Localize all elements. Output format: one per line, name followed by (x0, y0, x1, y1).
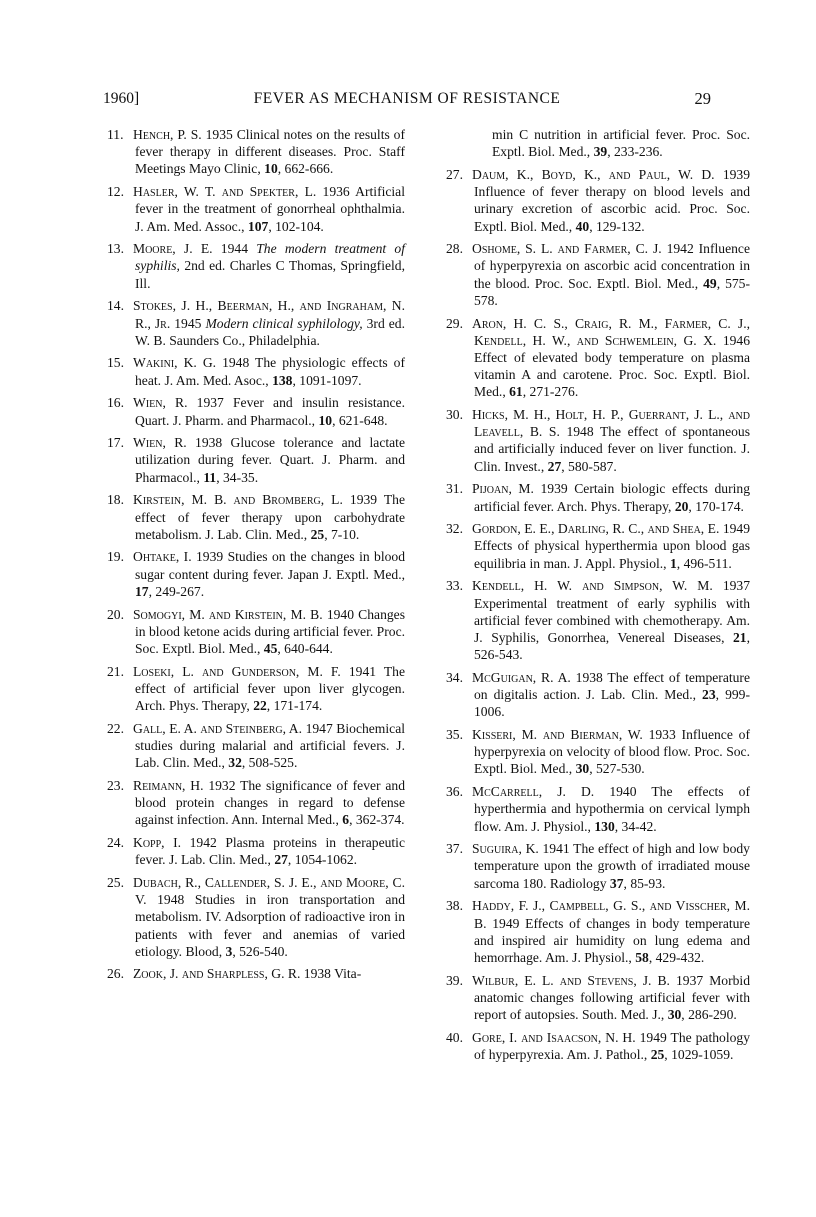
ref-publisher: 2nd ed. Charles C Thomas, Springfield, Ill. (135, 258, 405, 291)
ref-pages: , 171-174. (266, 698, 323, 714)
ref-authors: Wien, R. (133, 395, 188, 411)
ref-book-title: The modern treatment of syphilis, (135, 241, 405, 274)
ref-pages: , 7-10. (324, 526, 360, 542)
ref-number: 20. (107, 606, 124, 622)
ref-authors: Kendell, H. W. and Simpson, W. M. (472, 578, 713, 594)
ref-number: 13. (107, 241, 124, 257)
ref-pages: , 271-276. (522, 384, 579, 400)
ref-pages: , 621-648. (332, 412, 388, 428)
ref-text: 1939 Influence of fever therapy on blood levels and urinary excretion of ascorbic acid. Proc. Soc. Exptl. Biol. Med., (474, 166, 751, 234)
ref-authors: Wilbur, E. L. and Stevens, J. B. (472, 972, 670, 988)
running-header (103, 88, 711, 110)
ref-text: 1946 Effect of elevated body temperature on plasma vitamin A and carotene. Proc. Soc. Exptl. Biol. Med., (474, 332, 750, 400)
ref-volume: 25 (650, 1046, 665, 1062)
ref-authors: Gall, E. A. and Steinberg, A. (133, 720, 303, 736)
ref-volume: 107 (247, 218, 269, 234)
ref-number: 23. (107, 777, 124, 793)
ref-number: 24. (107, 835, 124, 851)
reference-entry (107, 874, 405, 960)
ref-number: 15. (107, 355, 124, 371)
ref-pages: , 233-236. (607, 144, 663, 160)
reference-entry (446, 1029, 750, 1063)
ref-pages: , 508-525. (241, 755, 298, 771)
ref-text: 1939 Certain biologic effects during artificial fever. Arch. Phys. Therapy, (474, 481, 750, 514)
ref-authors: Zook, J. and Sharpless, G. R. (133, 966, 301, 982)
ref-authors: Ohtake, I. (133, 549, 192, 565)
reference-entry (107, 663, 405, 715)
ref-authors: McCarrell, J. D. (472, 784, 595, 800)
ref-authors: Loseki, L. and Gunderson, M. F. (133, 663, 341, 679)
ref-number: 12. (107, 184, 124, 200)
ref-number: 19. (107, 549, 124, 565)
ref-volume: 32 (228, 755, 242, 771)
left-column (107, 126, 405, 988)
ref-text: 1948 Studies in iron transportation and metabolism. IV. Adsorption of radioactive iron in patients with fever and anemias of varied etiology. Blood, (135, 892, 405, 959)
ref-authors: Aron, H. C. S., Craig, R. M., Farmer, C. J., Kendell, H. W., and Schwemlein, G. X. (472, 315, 750, 348)
reference-entry (107, 548, 405, 600)
reference-entry (107, 183, 405, 235)
ref-volume: 10 (318, 412, 333, 428)
reference-entry (107, 394, 405, 428)
reference-entry (107, 240, 405, 292)
ref-text: 1940 The effects of hyperthermia and hypothermia on cervical lymph flow. Am. J. Physiol., (474, 784, 751, 834)
reference-entry (446, 669, 750, 721)
ref-number: 37. (446, 841, 463, 857)
ref-pages: , 34-35. (216, 469, 259, 485)
ref-volume: 61 (509, 384, 523, 400)
reference-entry (107, 777, 405, 829)
ref-volume: 6 (342, 812, 350, 828)
reference-entry (446, 726, 750, 778)
ref-authors: Oshome, S. L. and Farmer, C. J. (472, 241, 662, 257)
ref-volume: 23 (702, 687, 716, 703)
ref-number: 31. (446, 481, 463, 497)
ref-volume: 37 (609, 875, 624, 891)
ref-number: 30. (446, 407, 463, 423)
ref-number: 21. (107, 663, 124, 679)
ref-pages: , 662-666. (277, 161, 334, 177)
ref-volume: 138 (272, 372, 293, 388)
ref-authors: Kisseri, M. and Bierman, W. (472, 727, 643, 742)
ref-number: 32. (446, 521, 463, 537)
ref-pages: , 1091-1097. (292, 372, 362, 388)
ref-number: 18. (107, 492, 124, 508)
ref-pages: , 129-132. (589, 218, 645, 234)
ref-volume: 30 (575, 761, 590, 777)
ref-text: 1936 Artificial fever in the treatment of gonorrheal ophthalmia. J. Am. Med. Assoc., (135, 184, 405, 234)
ref-number: 33. (446, 578, 463, 594)
reference-entry (446, 166, 750, 235)
reference-entry (446, 480, 750, 514)
ref-text: 1948 The effect of spontaneous and artificially induced fever on liver function. J. Clin. Invest., (474, 424, 751, 474)
ref-text: 1932 The significance of fever and blood protein changes in regard to defense against infection. Ann. Internal Med., (135, 777, 406, 828)
ref-volume: 27 (274, 852, 288, 868)
ref-number: 14. (107, 298, 124, 314)
ref-number: 39. (446, 972, 463, 988)
ref-number: 26. (107, 966, 124, 982)
reference-entry (107, 720, 405, 772)
ref-pages: , 527-530. (589, 761, 645, 777)
ref-pages: , 286-290. (681, 1007, 737, 1023)
ref-volume: 45 (263, 640, 278, 656)
ref-text: 1949 Effects of physical hyperthermia upon blood gas equilibria in man. J. Appl. Physiol., (474, 521, 750, 571)
ref-volume: 39 (593, 144, 608, 160)
ref-number: 38. (446, 898, 463, 914)
ref-pages: , 580-587. (561, 458, 617, 474)
ref-authors: Gore, I. and Isaacson, N. H. (472, 1029, 636, 1045)
ref-volume: 130 (594, 818, 615, 834)
ref-authors: McGuigan, R. A. (472, 669, 571, 685)
ref-text: 1933 Influence of hyperpyrexia on velocity of blood flow. Proc. Soc. Exptl. Biol. Med., (474, 727, 750, 777)
ref-authors: Stokes, J. H., Beerman, H., and Ingraham, N. R., Jr. (133, 298, 405, 331)
ref-authors: Pijoan, M. (472, 481, 534, 497)
reference-entry (107, 434, 405, 486)
ref-volume: 10 (264, 161, 278, 177)
ref-number: 16. (107, 395, 124, 411)
ref-volume: 25 (310, 526, 325, 542)
reference-entry (446, 783, 750, 835)
ref-volume: 30 (667, 1007, 682, 1023)
ref-volume: 21 (733, 629, 747, 645)
ref-pages: , 102-104. (268, 218, 324, 234)
reference-entry (107, 354, 405, 388)
reference-entry (107, 834, 405, 868)
ref-text: 1938 Glucose tolerance and lactate utilization during fever. Quart. J. Pharm. and Pharmacol., (135, 435, 405, 485)
ref-authors: Somogyi, M. and Kirstein, M. B. (133, 606, 323, 622)
ref-authors: Moore, J. E. (133, 241, 213, 257)
ref-authors: Kirstein, M. B. and Bromberg, L. (133, 492, 343, 508)
ref-text: 1938 The effect of temperature on digitalis action. J. Lab. Clin. Med., (474, 669, 750, 703)
ref-volume: 27 (547, 458, 562, 474)
ref-volume: 40 (575, 218, 590, 234)
ref-pages: , 640-644. (277, 640, 333, 656)
ref-authors: Wien, R. (133, 435, 187, 451)
ref-text: 1938 Vita- (303, 966, 362, 982)
ref-text: 1942 Plasma proteins in therapeutic fever. J. Lab. Clin. Med., (135, 835, 405, 868)
ref-text: 1941 The effect of artificial fever upon liver glycogen. Arch. Phys. Therapy, (135, 663, 405, 714)
ref-pages: , 575-578. (474, 275, 750, 308)
ref-text: 1939 Studies on the changes in blood sugar content during fever. Japan J. Exptl. Med., (135, 549, 406, 582)
header-year: 1960] (103, 90, 140, 107)
ref-text: 1948 The physiologic effects of heat. J. Am. Med. Asoc., (135, 355, 405, 388)
ref-pages: , 1029-1059. (664, 1046, 734, 1062)
reference-entry (446, 897, 750, 966)
ref-number: 22. (107, 720, 124, 736)
ref-text: 1944 (220, 241, 248, 257)
right-column (446, 126, 750, 1069)
reference-entry (446, 577, 750, 663)
ref-pages: , 496-511. (676, 555, 732, 571)
ref-number: 17. (107, 435, 124, 451)
reference-entry (446, 406, 750, 475)
ref-authors: Suguira, K. (472, 841, 539, 857)
ref-text: 1942 Influence of hyperpyrexia on ascorbic acid concentration in the blood. Proc. Soc. Exptl. Biol. Med., (474, 241, 750, 291)
ref-number: 25. (107, 874, 124, 890)
reference-entry (107, 491, 405, 543)
ref-volume: 49 (703, 275, 717, 291)
reference-entry (446, 840, 750, 892)
ref-number: 11. (107, 127, 124, 142)
ref-number: 28. (446, 241, 463, 257)
ref-number: 36. (446, 784, 463, 800)
ref-pages: , 362-374. (349, 812, 405, 828)
ref-text: 1947 Biochemical studies during malarial and artificial fevers. J. Lab. Clin. Med., (135, 720, 405, 771)
reference-entry (446, 520, 750, 572)
ref-text: 1949 The pathology of hyperpyrexia. Am. J. Pathol., (474, 1029, 750, 1062)
ref-pages: , 85-93. (623, 875, 666, 891)
ref-text: 1941 The effect of high and low body temperature upon the growth of irradiated mouse sarcoma 180. Radiology (474, 841, 750, 891)
ref-number: 29. (446, 315, 463, 331)
ref-pages: , 1054-1062. (287, 852, 358, 868)
ref-pages: , 999-1006. (474, 687, 750, 720)
ref-volume: 3 (225, 943, 233, 959)
ref-authors: Hasler, W. T. and Spekter, L. (133, 184, 317, 200)
ref-volume: 17 (135, 583, 149, 599)
ref-text: 1939 The effect of fever therapy upon carbohydrate metabolism. J. Lab. Clin. Med., (135, 492, 405, 542)
ref-volume: 20 (674, 498, 689, 514)
ref-authors: Hench, P. S. (133, 127, 202, 142)
ref-text: 1940 Changes in blood ketone acids during artificial fever. Proc. Soc. Exptl. Biol. Med., (135, 606, 405, 656)
ref-authors: Dubach, R., Callender, S. J. E., and Moore, C. V. (133, 874, 405, 908)
ref-pages: , 34-42. (614, 818, 657, 834)
ref-volume: 22 (253, 698, 267, 714)
reference-entry (446, 972, 750, 1024)
ref-text: 1945 (174, 315, 202, 331)
reference-entry (107, 606, 405, 658)
header-title: FEVER AS MECHANISM OF RESISTANCE (253, 90, 561, 107)
ref-text: 1937 Experimental treatment of early syphilis with artificial fever combined with chemotherapy. Am. J. Syphilis, Gonorrhea, Venereal Diseases, (474, 578, 750, 645)
page-number: 29 (694, 89, 711, 108)
ref-pages: , 249-267. (148, 583, 205, 599)
ref-number: 27. (446, 166, 463, 182)
ref-authors: Wakini, K. G. (133, 355, 217, 371)
ref-authors: Gordon, E. E., Darling, R. C., and Shea, E. (472, 521, 720, 537)
continued-reference (446, 126, 750, 160)
reference-entry (446, 240, 750, 309)
ref-authors: Reimann, H. (133, 777, 204, 793)
ref-pages: , 526-540. (232, 943, 288, 959)
ref-text: 1937 Fever and insulin resistance. Quart. J. Pharm. and Pharmacol., (135, 395, 405, 428)
ref-number: 35. (446, 727, 463, 742)
ref-text: 1949 Effects of changes in body temperature and inspired air humidity on lung edema and hemorrhage. Am. J. Physiol., (474, 915, 750, 965)
reference-entry (107, 126, 405, 178)
ref-pages: , 526-543. (474, 629, 750, 663)
ref-text: 1937 Morbid anatomic changes following artificial fever with report of autopsies. South. Med. J., (474, 972, 751, 1023)
ref-pages: , 170-174. (688, 498, 744, 514)
ref-authors: Kopp, I. (133, 835, 182, 851)
reference-entry (107, 965, 405, 982)
ref-publisher: 3rd ed. W. B. Saunders Co., Philadelphia. (135, 315, 405, 348)
reference-entry (107, 297, 405, 349)
ref-volume: 1 (669, 555, 677, 571)
ref-authors: Hicks, M. H., Holt, H. P., Guerrant, J. L., and Leavell, B. S. (472, 407, 750, 440)
ref-number: 40. (446, 1029, 463, 1045)
ref-pages: , 429-432. (648, 949, 705, 965)
ref-authors: Daum, K., Boyd, K., and Paul, W. D. (472, 166, 715, 182)
ref-number: 34. (446, 669, 463, 685)
ref-text: 1935 Clinical notes on the results of fever therapy in different diseases. Proc. Staff Meetings Mayo Clinic, (135, 127, 405, 177)
ref-book-title: Modern clinical syphilology, (205, 315, 363, 331)
ref-text: min C nutrition in artificial fever. Proc. Soc. Exptl. Biol. Med., (492, 127, 750, 160)
ref-volume: 58 (635, 949, 649, 965)
ref-authors: Haddy, F. J., Campbell, G. S., and Visscher, M. B. (472, 898, 750, 931)
ref-volume: 11 (203, 469, 217, 485)
reference-entry (446, 315, 750, 401)
